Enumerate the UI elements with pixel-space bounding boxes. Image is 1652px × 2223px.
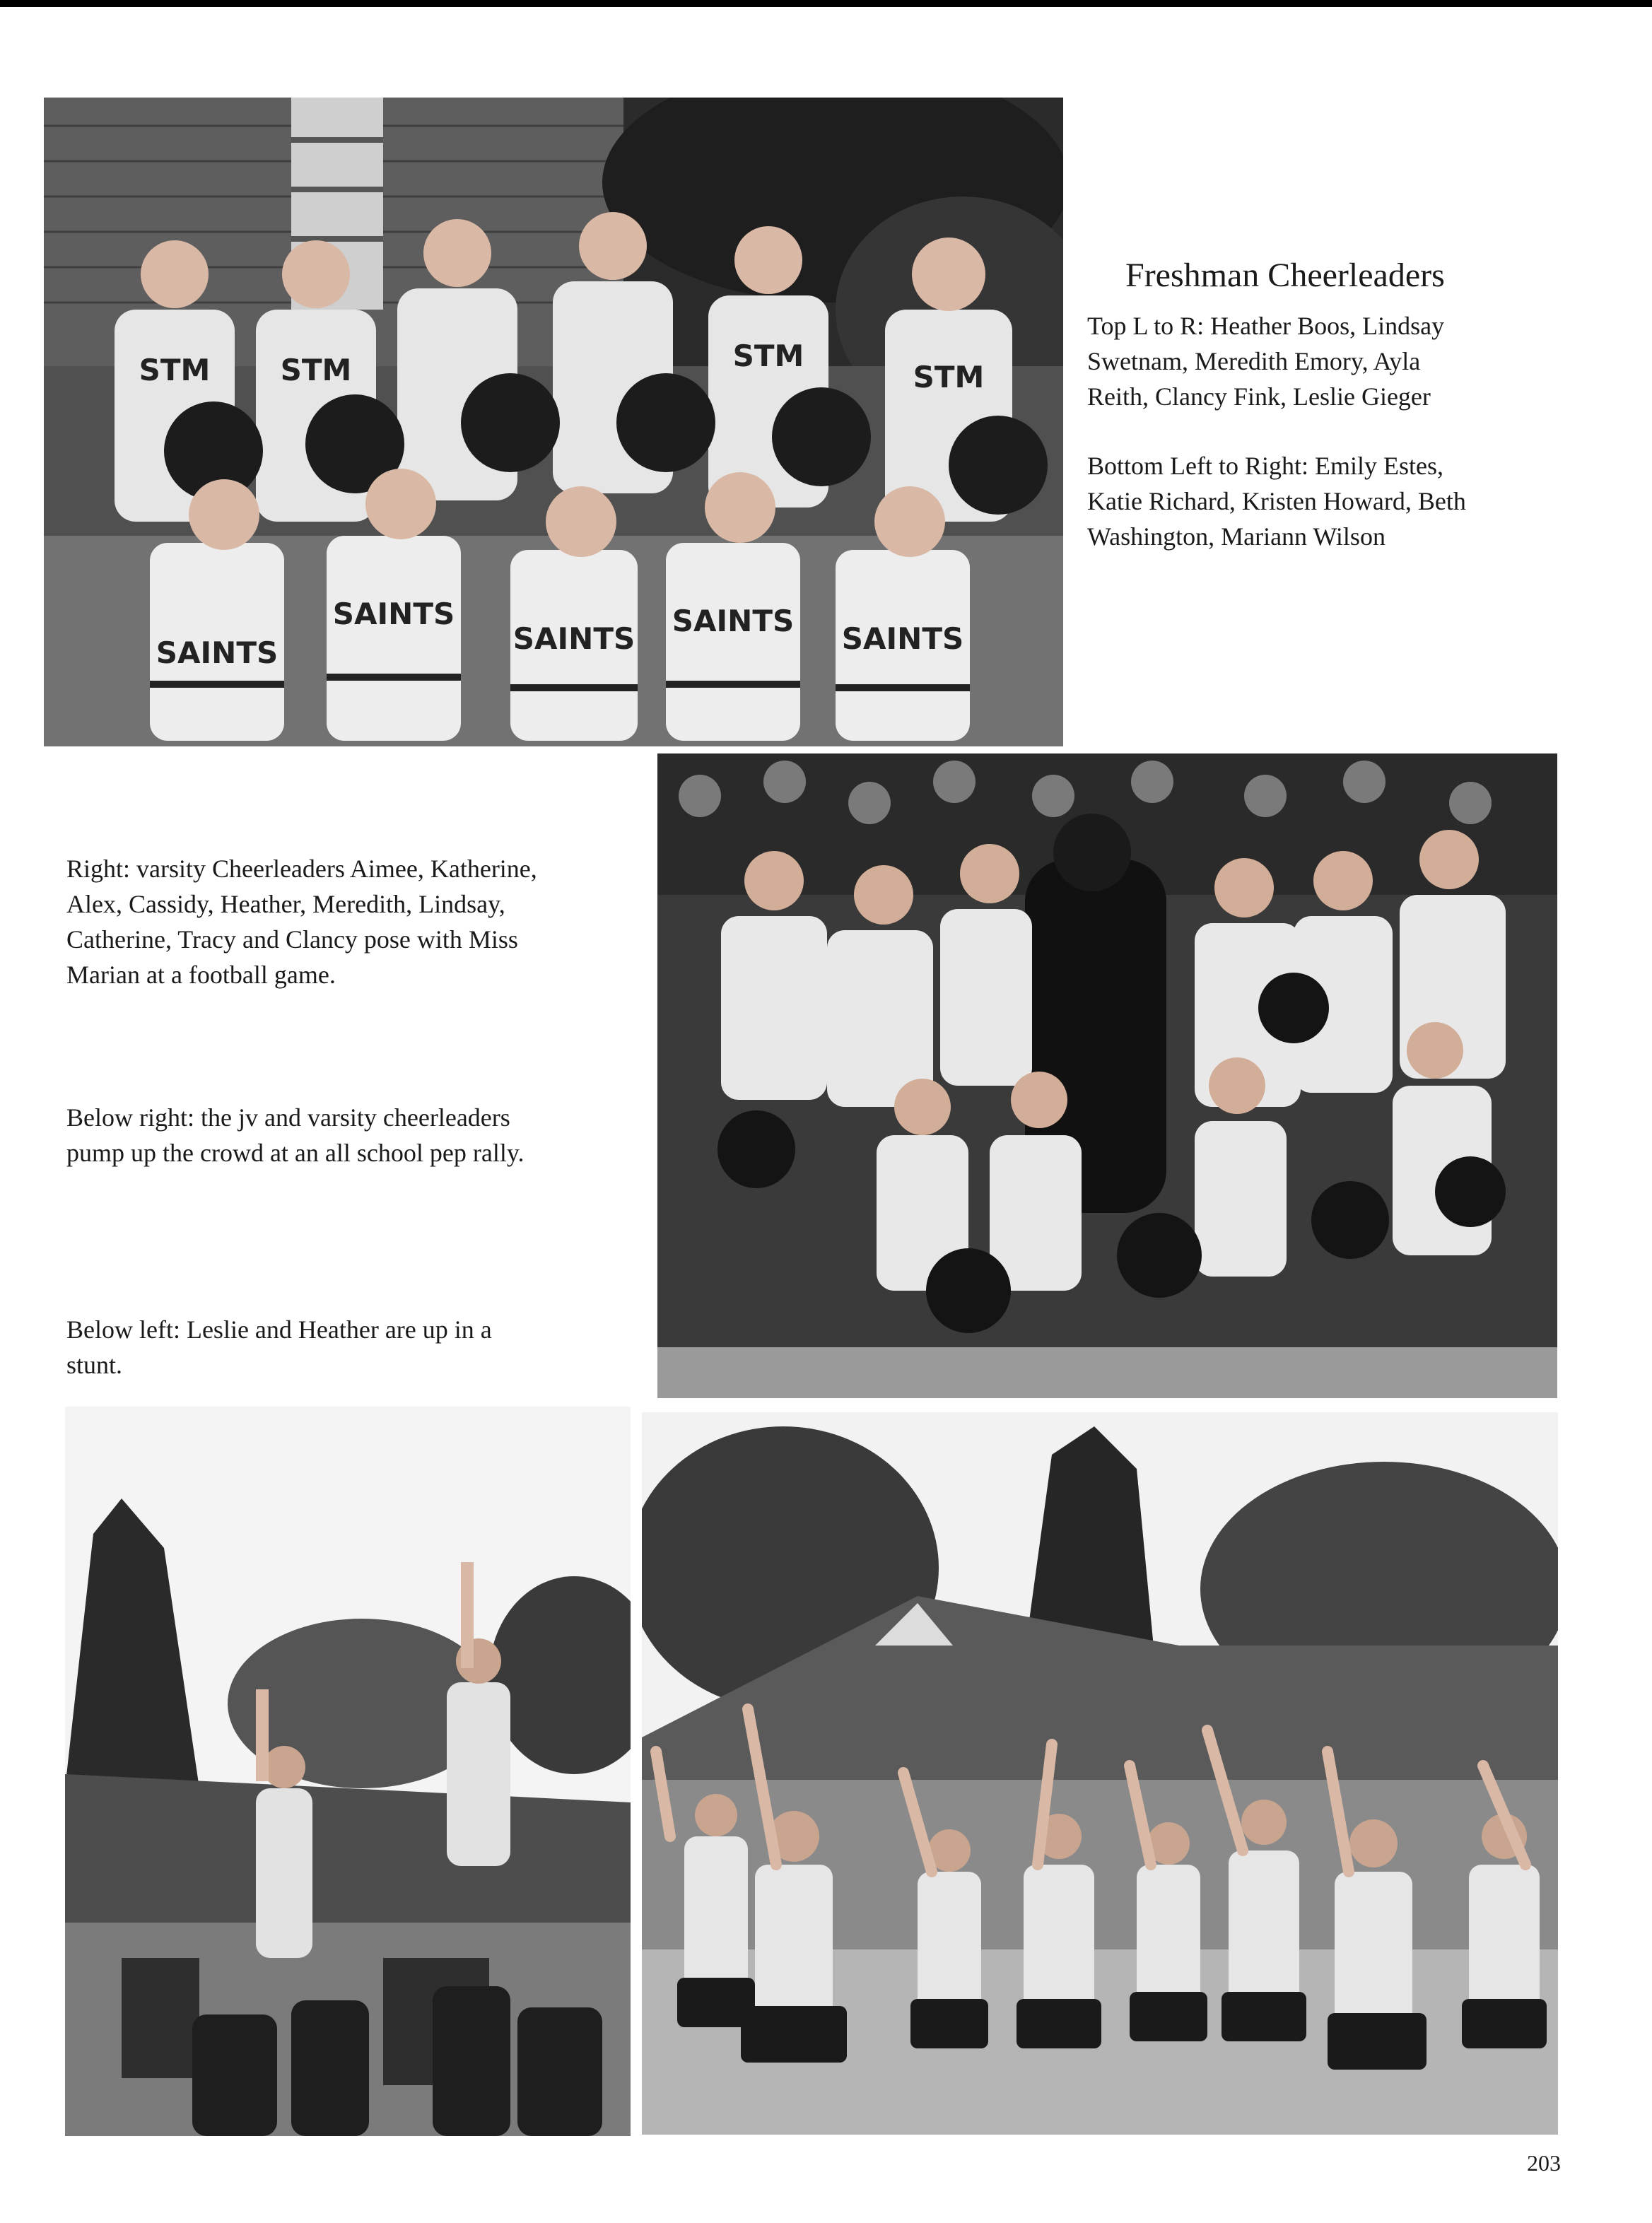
- pep-rally-photo: [642, 1412, 1558, 2135]
- freshman-bottom-line-2: Katie Richard, Kristen Howard, Beth: [1087, 487, 1466, 515]
- stunt-photo: [65, 1407, 631, 2136]
- freshman-top-line-1: Top L to R: Heather Boos, Lindsay: [1087, 312, 1445, 340]
- freshman-bottom-line-3: Washington, Mariann Wilson: [1087, 522, 1386, 551]
- freshman-jersey-bottom-2: SAINTS: [332, 597, 455, 631]
- freshman-bottom-line-1: Bottom Left to Right: Emily Estes,: [1087, 452, 1443, 480]
- pep-rally-caption: [66, 1100, 525, 1171]
- freshman-cheerleaders-photo: [44, 98, 1063, 746]
- page-number: 203: [1527, 2150, 1561, 2176]
- freshman-jersey-top-4: STM: [913, 360, 985, 394]
- varsity-caption: [66, 851, 537, 992]
- varsity-cheerleaders-photo: [657, 753, 1557, 1398]
- freshman-bottom-row-names: [1087, 448, 1466, 554]
- varsity-caption-line-2: Alex, Cassidy, Heather, Meredith, Lindsay,: [66, 890, 505, 918]
- stunt-caption-line-2: stunt.: [66, 1351, 123, 1379]
- freshman-top-line-3: Reith, Clancy Fink, Leslie Gieger: [1087, 382, 1431, 411]
- freshman-jersey-top-1: STM: [139, 353, 211, 387]
- freshman-jersey-bottom-5: SAINTS: [841, 621, 964, 656]
- freshman-cheerleaders-title: Freshman Cheerleaders: [1125, 257, 1445, 294]
- freshman-jersey-top-3: STM: [732, 339, 804, 373]
- varsity-caption-line-4: Marian at a football game.: [66, 961, 336, 989]
- stunt-caption: [66, 1312, 492, 1383]
- freshman-jersey-bottom-1: SAINTS: [156, 635, 279, 670]
- pep-rally-caption-line-1: Below right: the jv and varsity cheerleaders: [66, 1103, 510, 1132]
- page-top-border: [0, 0, 1652, 7]
- stunt-caption-line-1: Below left: Leslie and Heather are up in a: [66, 1315, 492, 1344]
- varsity-caption-line-3: Catherine, Tracy and Clancy pose with Miss: [66, 925, 518, 954]
- varsity-caption-line-1: Right: varsity Cheerleaders Aimee, Katherine,: [66, 855, 537, 883]
- freshman-top-line-2: Swetnam, Meredith Emory, Ayla: [1087, 347, 1421, 375]
- pep-rally-caption-line-2: pump up the crowd at an all school pep rally.: [66, 1139, 525, 1167]
- freshman-top-row-names: [1087, 308, 1444, 414]
- freshman-jersey-bottom-4: SAINTS: [672, 604, 795, 638]
- freshman-jersey-bottom-3: SAINTS: [512, 621, 635, 656]
- freshman-jersey-top-2: STM: [280, 353, 352, 387]
